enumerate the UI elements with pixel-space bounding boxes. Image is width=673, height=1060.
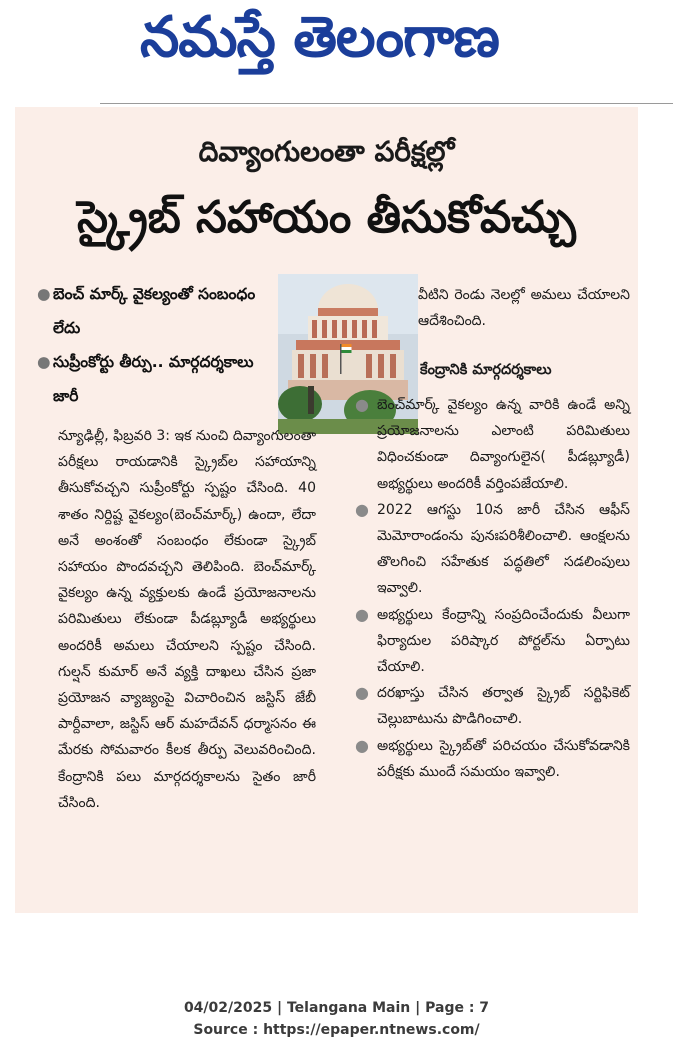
guidelines-subhead: కేంద్రానికి మార్గదర్శకాలు (420, 362, 552, 378)
bullet-icon: ● (37, 353, 51, 371)
highlight-item: ● బెంచ్ మార్క్ వైకల్యంతో సంబంధం లేదు (37, 277, 277, 345)
list-item: ● అభ్యర్థులు కేంద్రాన్ని సంప్రదించేందుకు వీలుగా ఫిర్యాదుల పరిష్కార పోర్టల్‌ను ఏర్పాటు చేయాలి. (355, 602, 630, 681)
bullet-icon: ● (355, 604, 369, 624)
bullet-icon: ● (355, 499, 369, 519)
list-item: ● దరఖాస్తు చేసిన తర్వాత స్క్రైబ్ సర్టిఫికెట్ చెల్లుబాటును పొడిగించాలి. (355, 680, 630, 732)
newspaper-logo: నమస్తే తెలంగాణ (140, 5, 499, 70)
article-body-right: వీటిని రెండు నెలల్లో అమలు చేయాలని ఆదేశించింది. (418, 287, 630, 330)
guidelines-list (355, 392, 630, 785)
list-item: ● 2022 ఆగస్టు 10న జారీ చేసిన ఆఫీస్ మెమోరాండంను పునఃపరిశీలించాలి. ఆంక్షలను తొలగించి సహేతుక పద్ధతిలో సడలింపులు ఇవ్వాలి. (355, 497, 630, 602)
footer-source: Source : https://epaper.ntnews.com/ (193, 1022, 480, 1038)
list-item: ● అభ్యర్థులు స్క్రైబ్‌తో పరిచయం చేసుకోవడానికి పరీక్షకు ముందే సమయం ఇవ్వాలి. (355, 733, 630, 785)
list-item: ● బెంచ్‌మార్క్ వైకల్యం ఉన్న వారికి ఉండే అన్ని ప్రయోజనాలను ఎలాంటి పరిమితులు విధించకుండా దివ్యాంగులైన( పీడబ్ల్యూడీ) అభ్యర్థులు అందరికీ వర్తింపజేయాలి. (355, 392, 630, 497)
bullet-icon: ● (355, 683, 369, 703)
highlight-item: ● సుప్రీంకోర్టు తీర్పు.. మార్గదర్శకాలు జారీ (37, 345, 277, 413)
bullet-icon: ● (355, 395, 369, 414)
bullet-icon: ● (37, 285, 51, 303)
article-body-left: న్యూఢిల్లీ, ఫిబ్రవరి 3: ఇక నుంచి దివ్యాంగులంతా పరీక్షలు రాయడానికి స్క్రైబ్‌ల సహాయాన్ని తీసుకోవచ్చని సుప్రీంకోర్టు స్పష్టం చేసింది. 40 శాతం నిర్దిష్ట వైకల్యం(బెంచ్‌మార్క్) ఉందా, లేదా అనే అంశంతో సంబంధం లేకుండా స్క్రైబ్ సహాయం పొందవచ్చని తెలిపింది. బెంచ్‌మార్క్ వైకల్యం ఉన్న వ్యక్తులకు ఉండే ప్రయోజనాలను పరిమితులు లేకుండా పీడబ్ల్యూడీ అభ్యర్థులు అందరికీ అమలు చేయాలని స్పష్టం చేసింది. గుల్షన్ కుమార్ అనే వ్యక్తి దాఖలు చేసిన ప్రజా ప్రయోజన వ్యాజ్యంపై విచారించిన జస్టిస్ జేబీ పార్దీవాలా, జస్టిస్ ఆర్ మహదేవన్ ధర్మాసనం ఈ మేరకు సోమవారం కీలక తీర్పు వెలువరించింది. కేంద్రానికి పలు మార్గదర్శకాలను సైతం జారీ చేసింది. (58, 428, 316, 811)
bullet-icon: ● (355, 735, 369, 755)
article-headline: స్క్రైబ్ సహాయం తీసుకోవచ్చు (77, 192, 576, 243)
masthead (0, 0, 673, 100)
article-kicker: దివ్యాంగులంతా పరీక్షల్లో (198, 135, 455, 168)
highlights-box (37, 277, 277, 413)
footer-date-page: 04/02/2025 | Telangana Main | Page : 7 (183, 1000, 490, 1016)
article-clipping (15, 107, 638, 913)
masthead-divider (100, 103, 673, 104)
